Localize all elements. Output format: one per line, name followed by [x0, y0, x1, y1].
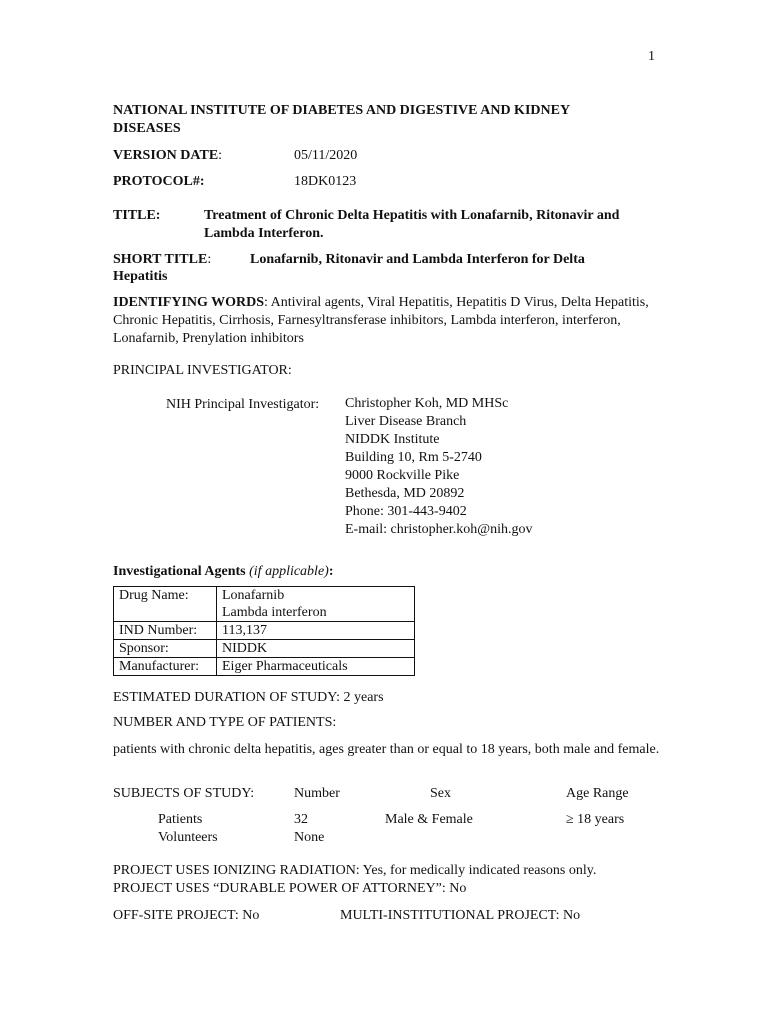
pi-phone: Phone: 301-443-9402: [345, 504, 467, 519]
pi-branch: Liver Disease Branch: [345, 414, 467, 429]
pi-heading: [113, 362, 292, 380]
pi-role-label: NIH Principal Investigator:: [166, 397, 320, 412]
pi-email: E-mail: christopher.koh@nih.gov: [345, 522, 533, 537]
pi-city: Bethesda, MD 20892: [345, 486, 465, 501]
pi-name: Christopher Koh, MD MHSc: [345, 396, 509, 411]
off-site-project: OFF-SITE PROJECT: No: [113, 908, 260, 923]
pi-street: 9000 Rockville Pike: [345, 468, 460, 483]
agents-heading-text: Investigational Agents: [113, 564, 246, 579]
identifying-words-label: IDENTIFYING WORDS: [113, 295, 265, 310]
subjects-col-sex: Sex: [430, 786, 451, 801]
number-type-heading: NUMBER AND TYPE OF PATIENTS:: [113, 715, 337, 730]
table-row: [114, 658, 415, 676]
table-key-ind-number: IND Number:: [114, 622, 217, 640]
pi-heading-text: PRINCIPAL INVESTIGATOR: [113, 363, 288, 378]
subjects-col-number: Number: [294, 786, 340, 801]
table-value-ind-number: 113,137: [217, 622, 415, 640]
pi-building: Building 10, Rm 5-2740: [345, 450, 482, 465]
short-title-value-cont: Hepatitis: [113, 269, 168, 284]
agents-heading: [113, 563, 334, 581]
drug-name-1: Lonafarnib: [222, 588, 285, 603]
version-date-label-text: VERSION DATE: [113, 148, 219, 163]
title-line-2: Lambda Interferon.: [204, 226, 324, 241]
pi-heading-colon: :: [287, 363, 292, 378]
table-value-sponsor: NIDDK: [217, 640, 415, 658]
subjects-row-type: Patients: [158, 812, 203, 827]
short-title-label: [113, 251, 211, 269]
short-title-label-text: SHORT TITLE: [113, 252, 208, 267]
agents-heading-note: (if applicable): [249, 564, 329, 579]
agents-table: [113, 586, 415, 676]
estimated-duration: ESTIMATED DURATION OF STUDY: 2 years: [113, 690, 384, 705]
page-number: 1: [648, 49, 655, 64]
subjects-row-type: Volunteers: [158, 830, 218, 845]
subjects-col-age: Age Range: [566, 786, 629, 801]
title-label: TITLE:: [113, 208, 161, 223]
version-date-value: 05/11/2020: [294, 148, 358, 163]
table-row: [114, 587, 415, 622]
table-row: [114, 640, 415, 658]
title-line-1: Treatment of Chronic Delta Hepatitis with Lonafarnib, Ritonavir and: [204, 208, 620, 223]
subjects-row-age: ≥ 18 years: [566, 812, 625, 827]
multi-institutional-project: MULTI-INSTITUTIONAL PROJECT: No: [340, 908, 581, 923]
pi-institute: NIDDK Institute: [345, 432, 440, 447]
short-title-colon: :: [207, 252, 212, 267]
table-key-manufacturer: Manufacturer:: [114, 658, 217, 676]
identifying-words: [113, 294, 661, 348]
patients-description: patients with chronic delta hepatitis, ages greater than or equal to 18 years, both male and female.: [113, 742, 660, 757]
short-title-value: Lonafarnib, Ritonavir and Lambda Interferon for Delta: [250, 252, 585, 267]
table-row: [114, 622, 415, 640]
pi-contact-block: [345, 395, 532, 539]
version-date-colon: :: [218, 148, 223, 163]
subjects-row-number: 32: [294, 812, 308, 827]
institute-heading: NATIONAL INSTITUTE OF DIABETES AND DIGESTIVE AND KIDNEY DISEASES: [113, 103, 570, 136]
table-value-manufacturer: Eiger Pharmaceuticals: [217, 658, 415, 676]
drug-name-2: Lambda interferon: [222, 605, 327, 620]
table-key-drug-name: Drug Name:: [114, 587, 217, 622]
version-date-label: [113, 147, 222, 165]
subjects-label: SUBJECTS OF STUDY:: [113, 786, 255, 801]
protocol-value: 18DK0123: [294, 174, 357, 189]
table-key-sponsor: Sponsor:: [114, 640, 217, 658]
durable-power-of-attorney: PROJECT USES “DURABLE POWER OF ATTORNEY”: No: [113, 881, 467, 896]
subjects-row-number: None: [294, 830, 325, 845]
identifying-words-text: : Antiviral agents, Viral Hepatitis, Hepatitis D Virus, Delta Hepatitis, Chronic Hepatitis, Cirrhosis, Farnesyltransferase inhibitors, Lambda interferon, interferon, Lonafarnib, Prenylation inhibitors: [113, 295, 649, 346]
table-value-drug-name: [217, 587, 415, 622]
agents-heading-colon: :: [328, 564, 334, 579]
ionizing-radiation: PROJECT USES IONIZING RADIATION: Yes, for medically indicated reasons only.: [113, 863, 597, 878]
protocol-label: PROTOCOL#:: [113, 174, 205, 189]
subjects-row-sex: Male & Female: [385, 812, 473, 827]
